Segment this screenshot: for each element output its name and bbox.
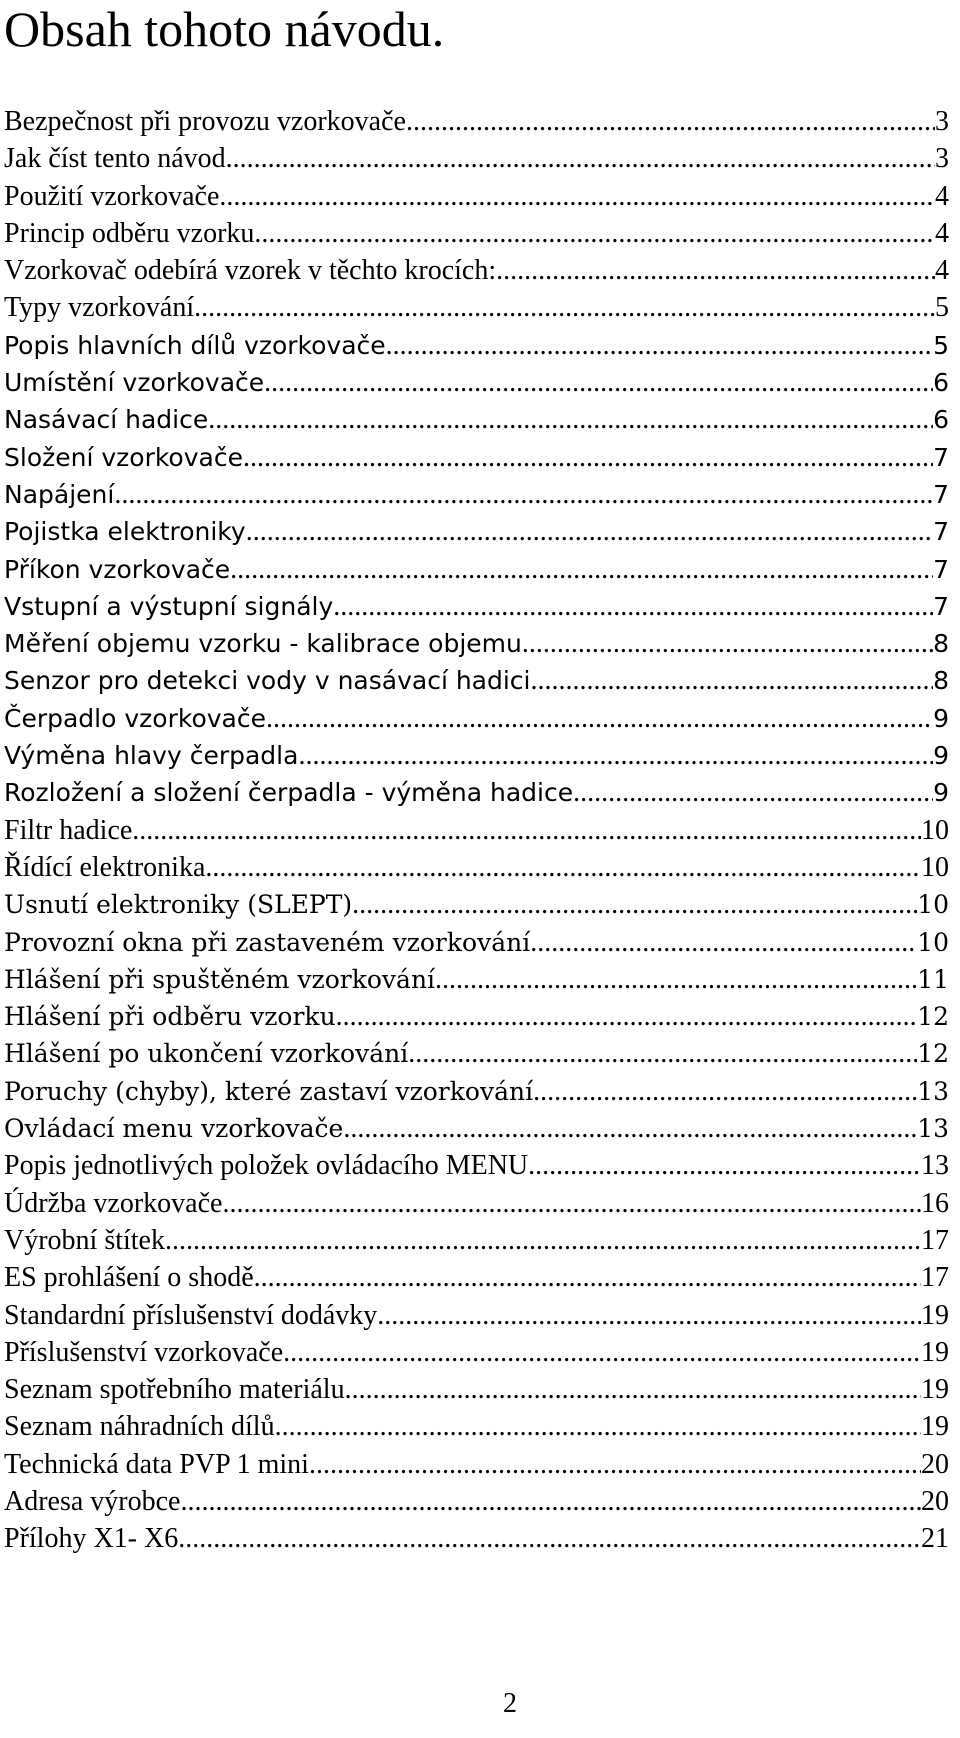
toc-entry[interactable] [4, 774, 949, 811]
toc-entry-page: 19 [921, 1336, 949, 1368]
toc-entry[interactable] [4, 551, 949, 588]
toc-entry[interactable] [4, 103, 949, 140]
toc-entry-page: 20 [921, 1448, 949, 1480]
toc-entry-page: 11 [917, 964, 949, 994]
toc-entry-title: Rozložení a složení čerpadla - výměna hadice [4, 778, 574, 808]
toc-entry-title: Umístění vzorkovače [4, 368, 265, 398]
toc-entry-title: Ovládací menu vzorkovače [4, 1114, 344, 1144]
toc-entry-page: 19 [921, 1374, 949, 1406]
toc-entry-title: Vzorkovač odebírá vzorek v těchto krocích: [4, 255, 497, 287]
toc-entry-title: Jak číst tento návod [4, 143, 226, 175]
toc-entry-title: Standardní příslušenství dodávky [4, 1299, 378, 1331]
toc-entry[interactable] [4, 1446, 949, 1483]
toc-entry-title: ES prohlášení o shodě [4, 1262, 254, 1294]
toc-entry[interactable] [4, 812, 949, 849]
toc-entry[interactable] [4, 1147, 949, 1184]
toc-entry-title: Senzor pro detekci vody v nasávací hadici [4, 666, 531, 696]
toc-dot-leader [194, 289, 935, 326]
toc-entry[interactable] [4, 178, 949, 215]
toc-entry-title: Technická data PVP 1 mini [4, 1448, 309, 1480]
toc-entry-title: Princip odběru vzorku [4, 217, 255, 249]
toc-entry-page: 7 [933, 554, 949, 584]
toc-entry[interactable] [4, 1483, 949, 1520]
toc-dot-leader [219, 178, 935, 215]
toc-entry-title: Filtr hadice [4, 814, 133, 846]
toc-entry-page: 5 [933, 330, 949, 360]
toc-entry-page: 7 [933, 442, 949, 472]
toc-dot-leader [264, 364, 933, 401]
toc-dot-leader [230, 551, 933, 588]
toc-entry-page: 4 [935, 217, 949, 249]
toc-dot-leader [266, 700, 933, 737]
toc-entry[interactable] [4, 364, 949, 401]
toc-dot-leader [222, 1185, 921, 1222]
toc-dot-leader [298, 737, 933, 774]
toc-entry-title: Popis jednotlivých položek ovládacího MENU [4, 1150, 529, 1182]
toc-entry[interactable] [4, 476, 949, 513]
toc-entry-title: Hlášení po ukončení vzorkování [4, 1039, 409, 1069]
toc-dot-leader [283, 1334, 921, 1371]
toc-entry[interactable] [4, 1520, 949, 1557]
page-number: 2 [503, 1688, 517, 1719]
toc-entry-page: 4 [935, 255, 949, 287]
toc-dot-leader [208, 401, 933, 438]
toc-dot-leader [246, 513, 933, 550]
toc-entry[interactable] [4, 289, 949, 326]
toc-entry[interactable] [4, 439, 949, 476]
toc-entry-title: Seznam náhradních dílů [4, 1411, 275, 1443]
toc-dot-leader [180, 1483, 921, 1520]
toc-dot-leader [114, 476, 933, 513]
toc-entry-title: Údržba vzorkovače [4, 1187, 223, 1219]
toc-entry-page: 9 [933, 703, 949, 733]
toc-dot-leader [336, 998, 918, 1035]
toc-entry-title: Poruchy (chyby), které zastaví vzorkování [4, 1076, 534, 1106]
toc-entry-title: Napájení [4, 479, 115, 509]
toc-dot-leader [377, 1297, 921, 1334]
toc-entry-page: 20 [921, 1485, 949, 1517]
toc-entry[interactable] [4, 886, 949, 923]
toc-entry-title: Hlášení při odběru vzorku [4, 1002, 336, 1032]
toc-entry[interactable] [4, 737, 949, 774]
toc-entry-page: 19 [921, 1411, 949, 1443]
toc-entry-title: Provozní okna při zastaveném vzorkování [4, 927, 531, 957]
toc-entry[interactable] [4, 1035, 949, 1072]
toc-dot-leader [178, 1520, 921, 1557]
toc-dot-leader [275, 1408, 921, 1445]
toc-entry[interactable] [4, 662, 949, 699]
toc-dot-leader [533, 1073, 917, 1110]
toc-entry[interactable] [4, 924, 949, 961]
toc-dot-leader [333, 588, 933, 625]
toc-entry-title: Typy vzorkování [4, 292, 195, 324]
page-title: Obsah tohoto návodu. [4, 1, 445, 57]
toc-entry-page: 8 [933, 629, 949, 659]
toc-entry-title: Vstupní a výstupní signály [4, 591, 334, 621]
toc-entry-title: Seznam spotřebního materiálu [4, 1374, 345, 1406]
toc-entry[interactable] [4, 1259, 949, 1296]
toc-entry[interactable] [4, 998, 949, 1035]
toc-entry[interactable] [4, 215, 949, 252]
toc-entry-page: 21 [921, 1523, 949, 1555]
toc-dot-leader [573, 774, 933, 811]
toc-entry[interactable] [4, 513, 949, 550]
toc-entry-title: Složení vzorkovače [4, 442, 243, 472]
toc-entry[interactable] [4, 140, 949, 177]
toc-entry-page: 19 [921, 1299, 949, 1331]
toc-entry-title: Přílohy X1- X6 [4, 1523, 179, 1555]
toc-entry-page: 6 [933, 405, 949, 435]
toc-entry[interactable] [4, 1408, 949, 1445]
toc-entry-page: 7 [933, 479, 949, 509]
toc-entry-title: Příslušenství vzorkovače [4, 1336, 284, 1368]
toc-entry-page: 8 [933, 666, 949, 696]
toc-entry-title: Měření objemu vzorku - kalibrace objemu [4, 629, 522, 659]
toc-entry[interactable] [4, 625, 949, 662]
toc-entry-page: 5 [935, 292, 949, 324]
toc-entry-title: Výrobní štítek [4, 1224, 165, 1256]
toc-dot-leader [522, 625, 933, 662]
toc-entry[interactable] [4, 961, 949, 998]
toc-entry-page: 10 [921, 851, 949, 883]
toc-dot-leader [496, 252, 935, 289]
toc-entry-title: Použití vzorkovače [4, 180, 220, 212]
toc-entry-page: 16 [921, 1187, 949, 1219]
toc-dot-leader [531, 662, 934, 699]
toc-entry[interactable] [4, 1297, 949, 1334]
toc-entry-page: 13 [917, 1114, 949, 1144]
toc-entry[interactable] [4, 1371, 949, 1408]
toc-entry-page: 9 [933, 741, 949, 771]
toc-dot-leader [254, 215, 935, 252]
toc-entry-page: 6 [933, 368, 949, 398]
toc-entry-title: Čerpadlo vzorkovače [4, 703, 266, 733]
toc-dot-leader [165, 1222, 921, 1259]
toc-entry[interactable] [4, 1073, 949, 1110]
toc-entry-page: 3 [935, 106, 949, 137]
toc-dot-leader [254, 1259, 921, 1296]
toc-entry-page: 3 [935, 143, 949, 175]
toc-entry-page: 9 [933, 778, 949, 808]
toc-entry[interactable] [4, 401, 949, 438]
toc-dot-leader [408, 1035, 917, 1072]
toc-entry-title: Příkon vzorkovače [4, 554, 231, 584]
toc-entry-page: 12 [917, 1002, 949, 1032]
toc-entry-page: 17 [921, 1262, 949, 1294]
toc-entry-page: 10 [921, 814, 949, 846]
toc-dot-leader [309, 1446, 921, 1483]
toc-dot-leader [205, 849, 921, 886]
toc-entry-page: 13 [917, 1076, 949, 1106]
toc-dot-leader [530, 924, 917, 961]
toc-entry-page: 13 [921, 1150, 949, 1182]
toc-dot-leader [345, 1371, 921, 1408]
toc-entry[interactable] [4, 1185, 949, 1222]
table-of-contents [4, 103, 949, 1558]
toc-entry-title: Výměna hlavy čerpadla [4, 741, 299, 771]
toc-entry[interactable] [4, 252, 949, 289]
toc-dot-leader [343, 1110, 917, 1147]
toc-entry[interactable] [4, 1334, 949, 1371]
toc-dot-leader [243, 439, 933, 476]
toc-entry-page: 10 [917, 927, 949, 957]
toc-entry-page: 4 [935, 180, 949, 212]
toc-dot-leader [435, 961, 917, 998]
toc-entry-title: Pojistka elektroniky [4, 517, 246, 547]
toc-entry-title: Adresa výrobce [4, 1485, 181, 1517]
toc-dot-leader [226, 140, 935, 177]
toc-dot-leader [352, 886, 917, 923]
toc-entry-page: 7 [933, 517, 949, 547]
toc-entry-page: 17 [921, 1224, 949, 1256]
toc-dot-leader [406, 103, 935, 140]
toc-entry-title: Řídící elektronika [4, 851, 206, 883]
toc-dot-leader [132, 812, 921, 849]
toc-entry-page: 7 [933, 591, 949, 621]
toc-entry[interactable] [4, 1222, 949, 1259]
toc-entry-title: Usnutí elektroniky (SLEPT) [4, 890, 353, 920]
toc-entry-title: Hlášení při spuštěném vzorkování [4, 964, 436, 994]
toc-entry[interactable] [4, 327, 949, 364]
toc-entry[interactable] [4, 700, 949, 737]
toc-entry-title: Popis hlavních dílů vzorkovače [4, 330, 386, 360]
toc-entry-title: Nasávací hadice [4, 405, 209, 435]
toc-dot-leader [528, 1147, 921, 1184]
toc-entry-title: Bezpečnost při provozu vzorkovače [4, 106, 406, 137]
toc-entry[interactable] [4, 1110, 949, 1147]
toc-entry[interactable] [4, 588, 949, 625]
toc-dot-leader [386, 327, 933, 364]
toc-entry-page: 10 [917, 890, 949, 920]
toc-entry-page: 12 [917, 1039, 949, 1069]
toc-entry[interactable] [4, 849, 949, 886]
